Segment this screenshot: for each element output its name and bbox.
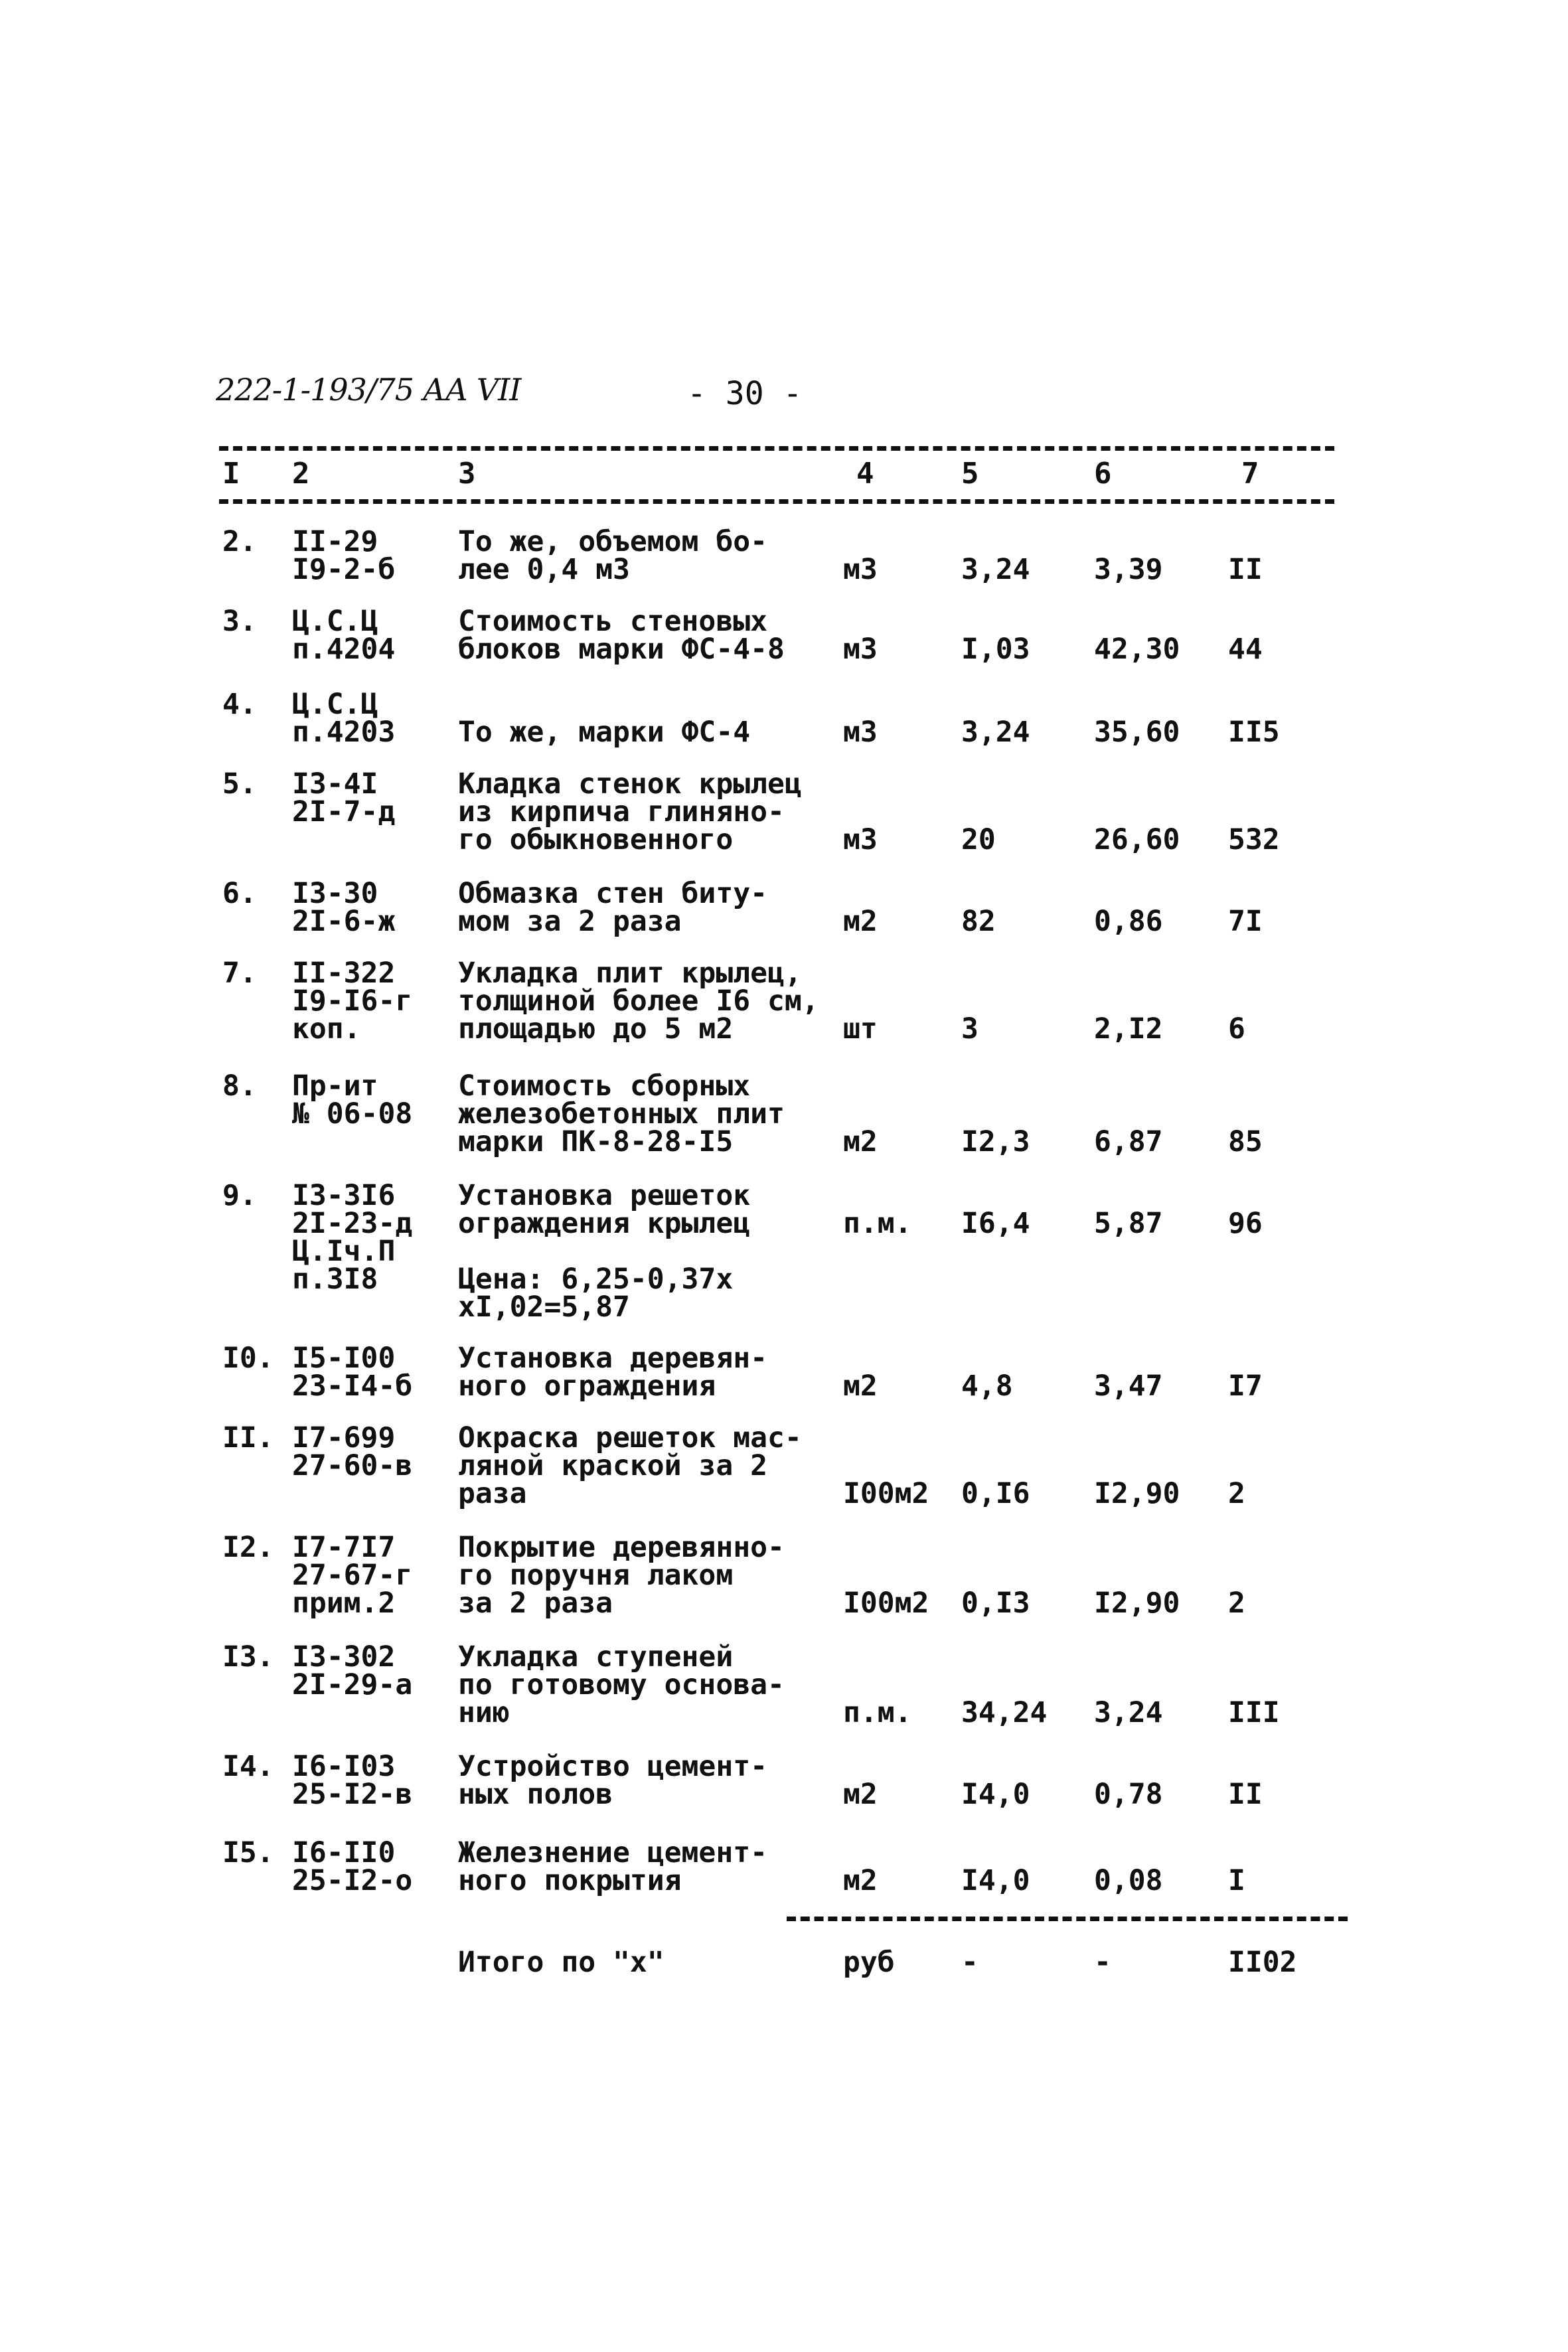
- unit: м2: [843, 905, 878, 938]
- total-cost: I: [1228, 1864, 1245, 1897]
- work-description-line: Стоимость стеновых: [458, 605, 767, 638]
- norm-code-line: II-322: [292, 957, 396, 990]
- row-number: I0.: [222, 1342, 274, 1375]
- norm-code-line: I5-I00: [292, 1342, 396, 1375]
- quantity: 0,I6: [961, 1477, 1030, 1510]
- norm-code-line: № 06-08: [292, 1097, 413, 1131]
- norm-code-line: Ц.Iч.П: [292, 1235, 396, 1268]
- norm-code-line: 2I-7-д: [292, 795, 396, 828]
- unit-price: 2,I2: [1094, 1012, 1163, 1046]
- total-cost: 2: [1228, 1587, 1245, 1620]
- norm-code-line: Пр-ит: [292, 1069, 378, 1103]
- row-number: 2.: [222, 525, 257, 558]
- norm-code: [292, 1750, 413, 1811]
- quantity: I,03: [961, 633, 1030, 666]
- unit: м2: [843, 1370, 878, 1403]
- norm-code-line: I3-3I6: [292, 1179, 396, 1212]
- total-cost: 7I: [1228, 905, 1263, 938]
- work-description-line: нию: [458, 1696, 510, 1729]
- work-description: [458, 957, 819, 1046]
- row-number: 9.: [222, 1179, 257, 1212]
- unit: м3: [843, 823, 878, 856]
- work-description-line: ных полов: [458, 1778, 613, 1811]
- norm-code-line: 27-67-г: [292, 1559, 413, 1592]
- total-price: -: [1094, 1946, 1111, 1979]
- norm-code-line: I9-I6-г: [292, 984, 413, 1018]
- row-number: 4.: [222, 688, 257, 721]
- unit: I00м2: [843, 1477, 929, 1510]
- total-label: Итого по "х": [458, 1946, 665, 1979]
- norm-code: [292, 1421, 413, 1482]
- norm-code-line: 27-60-в: [292, 1449, 413, 1482]
- norm-code: [292, 525, 396, 586]
- divider-total: [787, 1917, 1348, 1921]
- unit: м3: [843, 633, 878, 666]
- row-number: 8.: [222, 1069, 257, 1103]
- norm-code: [292, 1179, 413, 1296]
- column-header-1: I: [222, 457, 240, 491]
- norm-code-line: 25-I2-о: [292, 1864, 413, 1897]
- norm-code-line: коп.: [292, 1012, 361, 1046]
- unit-price: 5,87: [1094, 1207, 1163, 1240]
- unit: м2: [843, 1125, 878, 1158]
- work-description-line: Цена: 6,25-0,37х: [458, 1263, 734, 1296]
- work-description: [458, 1069, 785, 1158]
- quantity: 82: [961, 905, 996, 938]
- total-cost: III: [1228, 1696, 1280, 1729]
- norm-code: [292, 1836, 413, 1897]
- work-description: [458, 1640, 785, 1729]
- total-cost: I7: [1228, 1370, 1263, 1403]
- row-number: I3.: [222, 1640, 274, 1674]
- work-description-line: ного покрытия: [458, 1864, 682, 1897]
- norm-code: [292, 767, 396, 828]
- work-description-line: марки ПК-8-28-I5: [458, 1125, 734, 1158]
- norm-code: [292, 688, 396, 749]
- row-number: 6.: [222, 877, 257, 910]
- unit-price: 26,60: [1094, 823, 1180, 856]
- column-header-4: 4: [856, 457, 874, 491]
- work-description-line: мом за 2 раза: [458, 905, 682, 938]
- quantity: I6,4: [961, 1207, 1030, 1240]
- work-description: [458, 605, 785, 666]
- work-description-line: железобетонных плит: [458, 1097, 785, 1131]
- norm-code-line: I3-4I: [292, 767, 378, 801]
- norm-code: [292, 1342, 413, 1403]
- quantity: 20: [961, 823, 996, 856]
- norm-code-line: п.4203: [292, 716, 396, 749]
- work-description-line: лее 0,4 м3: [458, 553, 630, 586]
- norm-code-line: 23-I4-б: [292, 1370, 413, 1403]
- total-qty: -: [961, 1946, 979, 1979]
- work-description-line: ляной краской за 2: [458, 1449, 767, 1482]
- quantity: 3,24: [961, 553, 1030, 586]
- work-description: [458, 1421, 802, 1510]
- unit-price: 42,30: [1094, 633, 1180, 666]
- work-description-line: го поручня лаком: [458, 1559, 734, 1592]
- work-description-line: [458, 1237, 750, 1265]
- page-number: - 30 -: [687, 375, 803, 412]
- norm-code: [292, 1069, 413, 1131]
- total-cost: 532: [1228, 823, 1280, 856]
- work-description-line: из кирпича глиняно-: [458, 795, 785, 828]
- work-description: [458, 1342, 767, 1403]
- norm-code-line: 2I-29-а: [292, 1668, 413, 1701]
- work-description: [458, 1179, 751, 1324]
- unit: I00м2: [843, 1587, 929, 1620]
- norm-code-line: I9-2-б: [292, 553, 396, 586]
- total-unit: руб: [843, 1946, 895, 1979]
- unit-price: 3,24: [1094, 1696, 1163, 1729]
- total-cost: II: [1228, 1778, 1263, 1811]
- work-description-line: Кладка стенок крылец: [458, 767, 802, 801]
- norm-code-line: I3-302: [292, 1640, 396, 1674]
- row-number: II.: [222, 1421, 274, 1454]
- unit: п.м.: [843, 1696, 912, 1729]
- row-number: I5.: [222, 1836, 274, 1869]
- column-header-3: 3: [458, 457, 476, 491]
- norm-code-line: 25-I2-в: [292, 1778, 413, 1811]
- work-description-line: Укладка плит крылец,: [458, 957, 802, 990]
- norm-code: [292, 605, 396, 666]
- norm-code: [292, 1640, 413, 1701]
- unit-price: 6,87: [1094, 1125, 1163, 1158]
- work-description-line: Укладка ступеней: [458, 1640, 734, 1674]
- work-description-line: Обмазка стен биту-: [458, 877, 767, 910]
- norm-code-line: прим.2: [292, 1587, 396, 1620]
- unit-price: 0,78: [1094, 1778, 1163, 1811]
- norm-code-line: I6-II0: [292, 1836, 396, 1869]
- work-description-line: Установка деревян-: [458, 1342, 767, 1375]
- work-description: [458, 1836, 767, 1897]
- work-description-line: площадью до 5 м2: [458, 1012, 734, 1046]
- quantity: I4,0: [961, 1778, 1030, 1811]
- unit: м2: [843, 1864, 878, 1897]
- unit: м3: [843, 553, 878, 586]
- unit-price: I2,90: [1094, 1587, 1180, 1620]
- work-description-line: Устройство цемент-: [458, 1750, 767, 1783]
- work-description-line: То же, объемом бо-: [458, 525, 767, 558]
- total-sum: II02: [1228, 1946, 1297, 1979]
- norm-code-line: Ц.С.Ц: [292, 605, 378, 638]
- work-description-line: [458, 690, 750, 718]
- unit-price: 0,86: [1094, 905, 1163, 938]
- total-cost: 44: [1228, 633, 1263, 666]
- total-cost: 96: [1228, 1207, 1263, 1240]
- work-description-line: блоков марки ФС-4-8: [458, 633, 785, 666]
- column-header-7: 7: [1241, 457, 1259, 491]
- quantity: I4,0: [961, 1864, 1030, 1897]
- work-description-line: за 2 раза: [458, 1587, 613, 1620]
- total-cost: 2: [1228, 1477, 1245, 1510]
- quantity: 3: [961, 1012, 979, 1046]
- quantity: 3,24: [961, 716, 1030, 749]
- unit-price: 0,08: [1094, 1864, 1163, 1897]
- unit: м3: [843, 716, 878, 749]
- norm-code-line: I6-I03: [292, 1750, 396, 1783]
- work-description-line: Установка решеток: [458, 1179, 751, 1212]
- work-description: [458, 767, 802, 856]
- row-number: I4.: [222, 1750, 274, 1783]
- work-description: [458, 1750, 767, 1811]
- row-number: 5.: [222, 767, 257, 801]
- work-description: [458, 1531, 785, 1620]
- unit-price: 3,39: [1094, 553, 1163, 586]
- total-cost: 6: [1228, 1012, 1245, 1046]
- unit: п.м.: [843, 1207, 912, 1240]
- total-cost: II5: [1228, 716, 1280, 749]
- quantity: 34,24: [961, 1696, 1048, 1729]
- work-description: [458, 877, 767, 938]
- work-description: [458, 690, 751, 749]
- work-description-line: раза: [458, 1477, 527, 1510]
- norm-code-line: II-29: [292, 525, 378, 558]
- unit-price: 35,60: [1094, 716, 1180, 749]
- unit-price: 3,47: [1094, 1370, 1163, 1403]
- work-description-line: Покрытие деревянно-: [458, 1531, 785, 1564]
- unit-price: I2,90: [1094, 1477, 1180, 1510]
- document-code: 222-1-193/75 АА VII: [216, 372, 521, 408]
- work-description-line: Стоимость сборных: [458, 1069, 751, 1103]
- column-header-5: 5: [961, 457, 979, 491]
- unit: м2: [843, 1778, 878, 1811]
- work-description-line: толщиной более I6 см,: [458, 984, 819, 1018]
- work-description-line: го обыкновенного: [458, 823, 734, 856]
- divider-header: [219, 499, 1334, 504]
- column-header-6: 6: [1094, 457, 1112, 491]
- norm-code-line: I7-7I7: [292, 1531, 396, 1564]
- divider-top: [219, 446, 1334, 451]
- work-description-line: хI,02=5,87: [458, 1291, 630, 1324]
- total-cost: II: [1228, 553, 1263, 586]
- unit: шт: [843, 1012, 878, 1046]
- quantity: 0,I3: [961, 1587, 1030, 1620]
- row-number: 3.: [222, 605, 257, 638]
- work-description-line: по готовому основа-: [458, 1668, 785, 1701]
- work-description: [458, 525, 767, 586]
- norm-code-line: п.4204: [292, 633, 396, 666]
- norm-code-line: I3-30: [292, 877, 378, 910]
- work-description-line: Окраска решеток мас-: [458, 1421, 802, 1454]
- quantity: 4,8: [961, 1370, 1013, 1403]
- norm-code-line: п.3I8: [292, 1263, 378, 1296]
- total-cost: 85: [1228, 1125, 1263, 1158]
- norm-code: [292, 957, 413, 1046]
- norm-code-line: Ц.С.Ц: [292, 688, 378, 721]
- work-description-line: ограждения крылец: [458, 1207, 751, 1240]
- work-description-line: ного ограждения: [458, 1370, 716, 1403]
- column-header-2: 2: [292, 457, 310, 491]
- norm-code-line: 2I-6-ж: [292, 905, 396, 938]
- norm-code: [292, 877, 396, 938]
- norm-code-line: I7-699: [292, 1421, 396, 1454]
- quantity: I2,3: [961, 1125, 1030, 1158]
- work-description-line: Железнение цемент-: [458, 1836, 767, 1869]
- row-number: 7.: [222, 957, 257, 990]
- norm-code-line: 2I-23-д: [292, 1207, 413, 1240]
- work-description-line: То же, марки ФС-4: [458, 716, 751, 749]
- norm-code: [292, 1531, 413, 1620]
- row-number: I2.: [222, 1531, 274, 1564]
